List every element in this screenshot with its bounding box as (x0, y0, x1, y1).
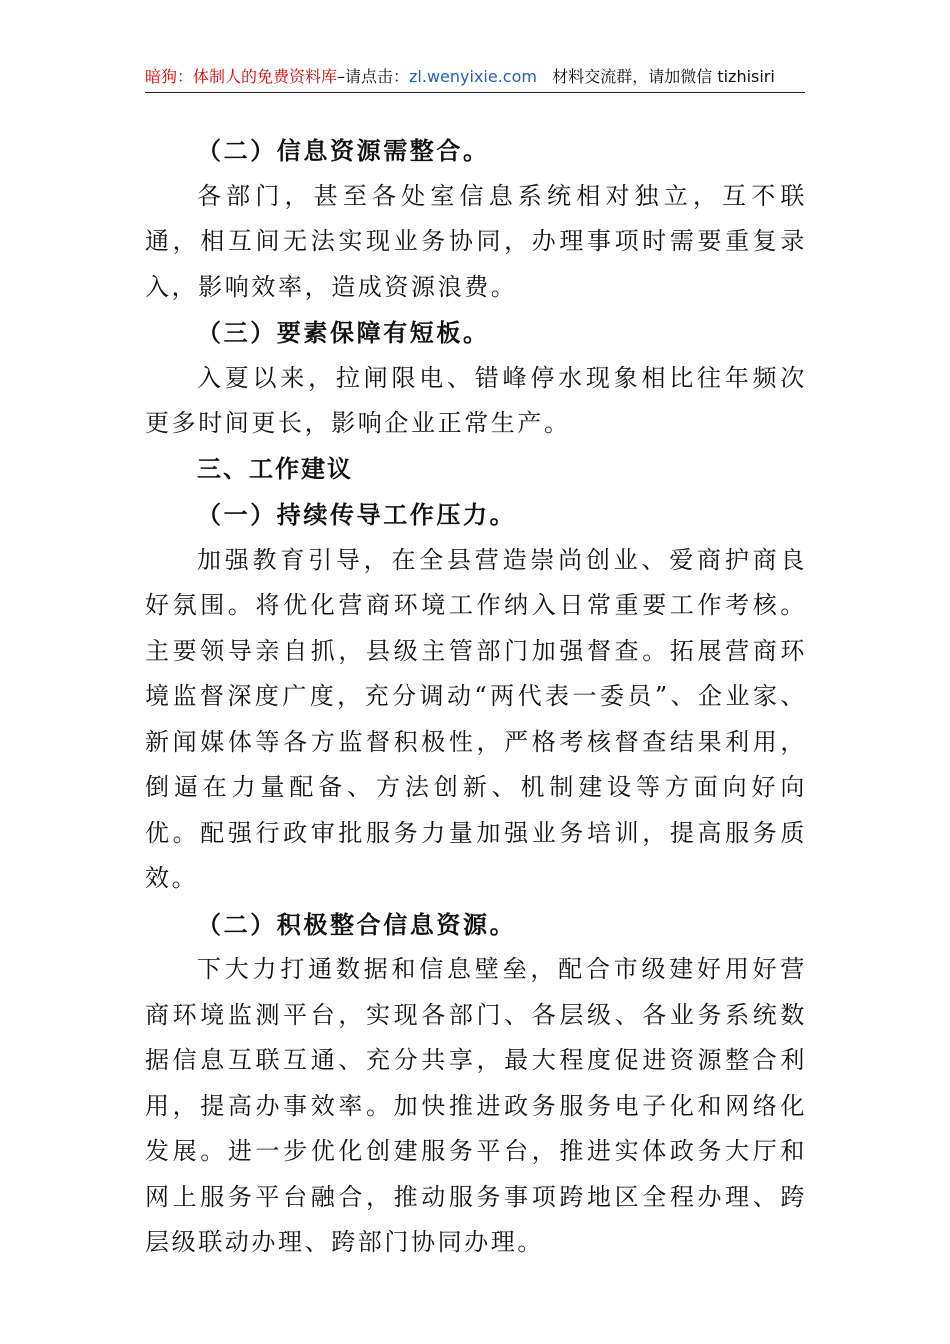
site-name: 暗狗：体制人的免费资料库 (145, 67, 338, 86)
wechat-group-note: 材料交流群，请加微信 tizhisiri (552, 67, 775, 86)
section-heading: （三）要素保障有短板。 (197, 318, 490, 347)
body-paragraph: 入夏以来，拉闸限电、错峰停水现象相比往年频次更多时间更长，影响企业正常生产。 (145, 363, 807, 437)
body-paragraph: 下大力打通数据和信息壁垒，配合市级建好用好营商环境监测平台，实现各部门、各层级、各业务系统数据信息互联互通、充分共享，最大程度促进资源整合利用，提高办事效率。加快推进政务服务电子化和网络化发展。进一步优化创建服务平台，推进实体政务大厅和网上服务平台融合，推动服务事项跨地区全程办理、跨层级联动办理、跨部门协同办理。 (145, 955, 807, 1256)
chapter-heading: 三、工作建议 (197, 454, 353, 483)
body-paragraph: 各部门，甚至各处室信息系统相对独立，互不联通，相互间无法实现业务协同，办理事项时需要重复录入，影响效率，造成资源浪费。 (145, 181, 807, 301)
page-header (145, 66, 805, 88)
body-paragraph: 加强教育引导，在全县营造崇尚创业、爱商护商良好氛围。将优化营商环境工作纳入日常重要工作考核。主要领导亲自抓，县级主管部门加强督查。拓展营商环境监督深度广度，充分调动“两代表一委员”、企业家、新闻媒体等各方监督积极性，严格考核督查结果利用，倒逼在力量配备、方法创新、机制建设等方面向好向优。配强行政审批服务力量加强业务培训，提高服务质效。 (145, 545, 807, 892)
site-link[interactable]: zl.wenyixie.com (409, 67, 537, 86)
click-prompt: –请点击： (337, 67, 410, 86)
section-heading: （一）持续传导工作压力。 (197, 500, 517, 529)
header-divider (145, 92, 805, 93)
document-body (145, 128, 807, 1266)
section-heading: （二）积极整合信息资源。 (197, 909, 517, 939)
section-heading: （二）信息资源需整合。 (197, 136, 490, 165)
